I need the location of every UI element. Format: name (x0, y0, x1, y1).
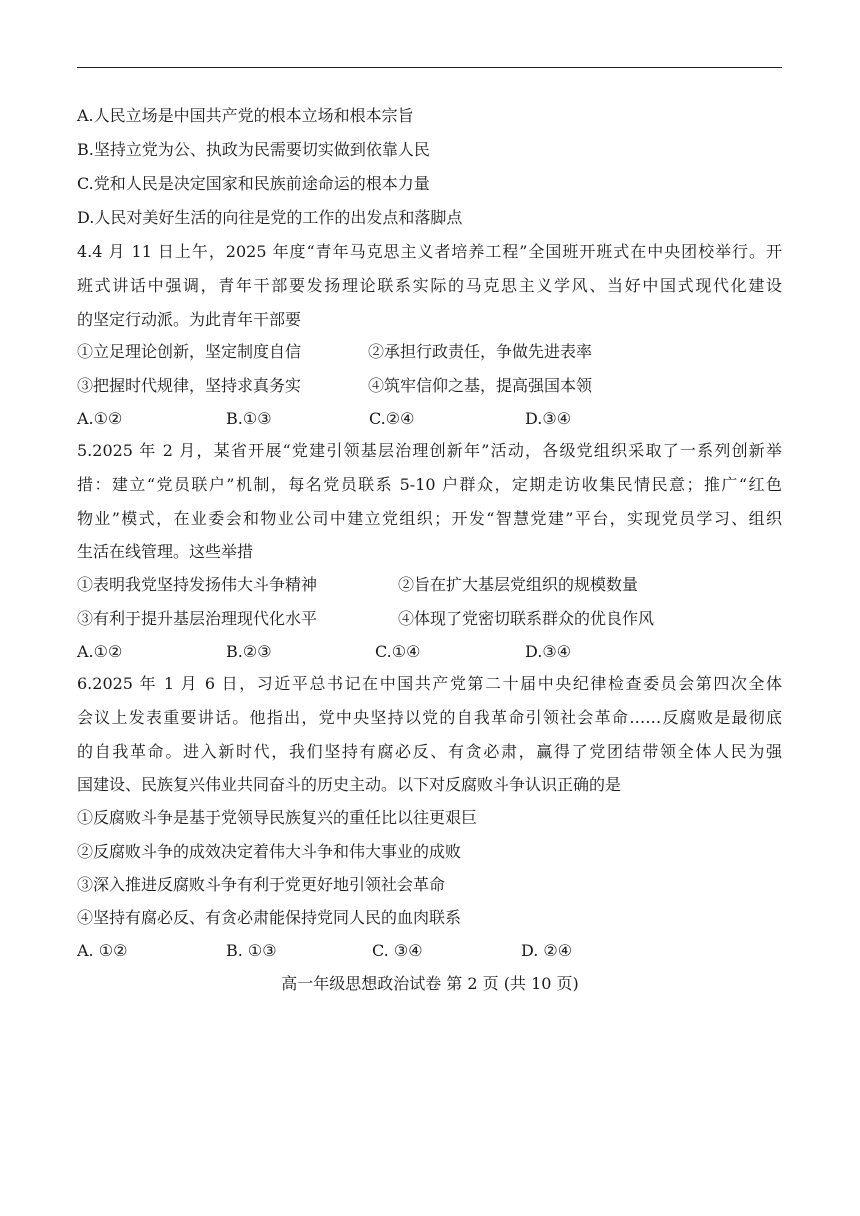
q4-stem-line-1: 4.4 月 11 日上午，2025 年度“青年马克思主义者培养工程”全国班开班式在中央团校举行。开 (77, 242, 782, 261)
q4-item-4: ④筑牢信仰之基，提高强国本领 (368, 376, 593, 395)
q4-item-2: ②承担行政责任，争做先进表率 (368, 342, 593, 361)
q6-stem-line-3: 的自我革命。进入新时代，我们坚持有腐必反、有贪必肃，赢得了党团结带领全体人民为强 (77, 742, 782, 761)
q3-option-d: D.人民对美好生活的向往是党的工作的出发点和落脚点 (77, 208, 463, 227)
q4-choice-d: D.③④ (525, 409, 572, 428)
q4-choice-c: C.②④ (369, 409, 415, 428)
q5-stem-line-4: 生活在线管理。这些举措 (77, 542, 254, 561)
q4-stem-line-3: 的坚定行动派。为此青年干部要 (77, 310, 302, 329)
q5-item-2: ②旨在扩大基层党组织的规模数量 (398, 575, 639, 594)
q4-stem-line-2: 班式讲话中强调，青年干部要发扬理论联系实际的马克思主义学风、当好中国式现代化建设 (77, 276, 782, 295)
q6-item-2: ②反腐败斗争的成效决定着伟大斗争和伟大事业的成败 (77, 842, 462, 861)
q3-option-a: A.人民立场是中国共产党的根本立场和根本宗旨 (77, 106, 414, 125)
q6-stem-line-2: 会议上发表重要讲话。他指出，党中央坚持以党的自我革命引领社会革命……反腐败是最彻底 (77, 708, 782, 727)
q5-item-4: ④体现了党密切联系群众的优良作风 (398, 609, 655, 628)
q6-choice-b: B. ①③ (226, 941, 277, 960)
q5-item-1: ①表明我党坚持发扬伟大斗争精神 (77, 575, 318, 594)
q6-stem-line-4: 国建设、民族复兴伟业共同奋斗的历史主动。以下对反腐败斗争认识正确的是 (77, 775, 622, 794)
q4-item-1: ①立足理论创新，坚定制度自信 (77, 342, 302, 361)
q3-option-b: B.坚持立党为公、执政为民需要切实做到依靠人民 (77, 140, 430, 159)
page-footer: 高一年级思想政治试卷 第 2 页 (共 10 页) (281, 974, 579, 993)
q5-stem-line-2: 措：建立“党员联户”机制，每名党员联系 5-10 户群众，定期走访收集民情民意；推广“红色 (77, 475, 782, 494)
q5-stem-line-1: 5.2025 年 2 月，某省开展“党建引领基层治理创新年”活动，各级党组织采取了一系列创新举 (77, 441, 782, 460)
q5-choice-a: A.①② (77, 642, 123, 661)
q6-item-4: ④坚持有腐必反、有贪必肃能保持党同人民的血肉联系 (77, 908, 462, 927)
q3-option-c: C.党和人民是决定国家和民族前途命运的根本力量 (77, 174, 430, 193)
q5-choice-d: D.③④ (525, 642, 572, 661)
q6-item-1: ①反腐败斗争是基于党领导民族复兴的重任比以往更艰巨 (77, 808, 478, 827)
header-rule (77, 67, 782, 68)
q5-choice-c: C.①④ (375, 642, 421, 661)
q4-choice-b: B.①③ (226, 409, 272, 428)
q6-stem-line-1: 6.2025 年 1 月 6 日，习近平总书记在中国共产党第二十届中央纪律检查委员会第四次全体 (77, 674, 782, 693)
q4-item-3: ③把握时代规律，坚持求真务实 (77, 376, 302, 395)
q4-choice-a: A.①② (77, 409, 123, 428)
q6-choice-d: D. ②④ (521, 941, 573, 960)
q5-item-3: ③有利于提升基层治理现代化水平 (77, 609, 318, 628)
q5-stem-line-3: 物业”模式，在业委会和物业公司中建立党组织；开发“智慧党建”平台，实现党员学习、组织 (77, 509, 782, 528)
q6-item-3: ③深入推进反腐败斗争有利于党更好地引领社会革命 (77, 875, 446, 894)
q6-choice-c: C. ③④ (372, 941, 423, 960)
q6-choice-a: A. ①② (77, 941, 128, 960)
q5-choice-b: B.②③ (226, 642, 272, 661)
